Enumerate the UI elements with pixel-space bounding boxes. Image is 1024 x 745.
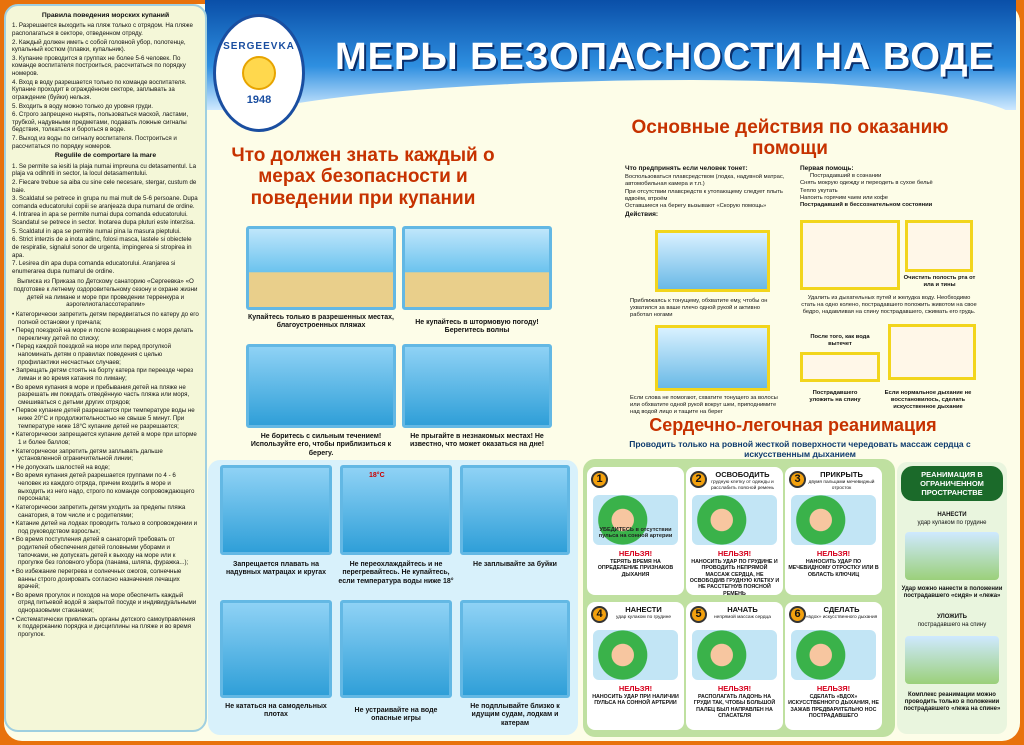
rule-ru-item: 6. Строго запрещено нырять, пользоваться маской, ластами, трубкой, надувными предметами, подавать ложные сигналы бедствия, толкаться и бороться в воде.: [12, 111, 189, 134]
caption-diving: Не прыгайте в незнакомых местах! Не известно, что может оказаться на дне!: [409, 433, 545, 449]
step-illustration: [791, 495, 876, 545]
step-warning-text: НАНОСИТЬ УДАР ПО МЕЧЕВИДНОМУ ОТРОСТКУ ИЛИ В ОБЛАСТЬ КЛЮЧИЦ: [788, 559, 879, 578]
cpr-step: [587, 602, 684, 730]
confined-lay-text: пострадавшего на спину: [917, 622, 987, 628]
step-illustration: [593, 630, 678, 680]
step-number: 5: [690, 606, 707, 623]
logo-name: SERGEEVKA: [223, 40, 295, 52]
confined-space-panel: [897, 462, 1007, 734]
cpr-step: [686, 467, 783, 595]
first-aid-heading: Первая помощь:: [800, 165, 854, 172]
drowning-item: Воспользоваться плавсредством (лодка, надувной матрас, автомобильная камера и т.п.): [625, 174, 785, 188]
rule-ro-item: 2. Fiecare trebue sa aiba cu sine cele necesare, stergar, custum de baie.: [12, 178, 197, 194]
first-aid-item: Снять мокрую одежду и переодеть в сухое бельё: [800, 180, 933, 187]
buoy-illustration: [460, 465, 570, 555]
rule-ru-item: 5. Входить в воду можно только до уровня груди.: [12, 102, 153, 110]
caption-temperature: Не переохлаждайтесь и не перегревайтесь. Не купайтесь, если температура воды ниже 18°: [338, 561, 454, 585]
cpr-step: [587, 467, 684, 595]
step-label: ПРИКРЫТЬ: [820, 470, 863, 479]
rule-ru-item: 2. Каждый должен иметь с собой головной убор, полотенце, купальный костюм (плавки, купальник).: [12, 38, 186, 54]
step-warning: НЕЛЬЗЯ!: [618, 684, 653, 693]
confined-heading: РЕАНИМАЦИЯ В ОГРАНИЧЕННОМ ПРОСТРАНСТВЕ: [901, 466, 1003, 501]
temperature-sign: 18°C: [369, 472, 385, 479]
step-number: 2: [690, 471, 707, 488]
order-item: • Во время купания в море и пребывания детей на пляже не разрешать им покидать отведённую часть пляжа или моря, смешиваться с детьми других отрядов;: [12, 384, 199, 407]
confined-strike-illustration: [905, 532, 999, 580]
lay-back-illustration: [800, 352, 880, 382]
order-item: • Категорически запретить детям уходить за пределы пляжа санатория, в том числе и с родителями;: [12, 504, 199, 519]
after-water-label: После того, как вода вытечет: [810, 334, 870, 348]
order-item: • Во время поступления детей в санаторий требовать от родителей обеспечения детей головными уборами и тапочками, не допускать детей к выходу на море или к прогулке без головного убора (панама, шляпа, фуражка...);: [12, 536, 199, 567]
order-extract: Выписка из Приказа по Детскому санаторию «Сергеевка» «О подготовке к летнему оздоровительному сезону и охране жизни детей на лимане и море при проведении терренкура и аэрогелиоталассотерапии»: [13, 278, 198, 309]
drowning-actions: [625, 165, 795, 225]
rules-ro-list: [12, 163, 199, 276]
step-warning: НЕЛЬЗЯ!: [717, 549, 752, 558]
order-item: • Во время прогулок и походов на море обеспечить каждый отряд питьевой водой в закрытой посуде и индивидуальными одноразовыми стаканами;: [12, 592, 199, 615]
order-items-list: [12, 311, 199, 639]
order-item: • Не допускать шалостей на воде;: [12, 464, 199, 472]
step-label: НАНЕСТИ: [625, 605, 662, 614]
step-illustration: [791, 630, 876, 680]
rule-ro-item: 7. Lesirea din apa dupa comanda educatorului. Aranjarea si enumerarea dupa numarul de ordine.: [12, 260, 176, 275]
rule-ro-item: 6. Strict interzis de a inota adinc, folosi masca, lastele si obiectele de respiratie, signalul sonor de urgenta, impingerea si stropirea in apa.: [12, 236, 192, 259]
rule-ro-item: 5. Scaldatul in apa se permite numai pina la masura pieptului.: [12, 227, 181, 235]
caption-buoy: Не заплывайте за буйки: [473, 561, 557, 568]
rule-ru-item: 3. Купание проводится в группах не более 5-6 человек. По команде воспитателя построиться, рассчитаться по порядку номеров.: [12, 54, 186, 78]
caption-current: Не боритесь с сильным течением! Используйте его, чтобы приблизиться к берегу.: [250, 433, 392, 457]
drowning-heading: Что предпринять если человек тонет:: [625, 165, 748, 172]
confined-position-text: Удар можно нанести в положении пострадавшего «сидя» и «лежа»: [901, 586, 1003, 600]
step-detail: непрямой массаж сердца: [714, 615, 771, 620]
step-warning-text: РАСПОЛАГАТЬ ЛАДОНЬ НА ГРУДИ ТАК, ЧТОБЫ БОЛЬШОЙ ПАЛЕЦ БЫЛ НАПРАВЛЕН НА СПАСАТЕЛЯ: [693, 694, 776, 720]
step-number: 1: [591, 471, 608, 488]
step-warning: НЕЛЬЗЯ!: [816, 549, 851, 558]
drowning-item: Оставшиеся на берегу вызывают «Скорую помощь»: [625, 203, 767, 210]
lay-back-text: Пострадавшего уложить на спину: [809, 390, 861, 404]
order-item: • Перед каждой поездкой на море или перед прогулкой напоминать детям о правилах поведения с целью профилактики несчастных случаев;: [12, 343, 199, 366]
right-section-title: Основные действия по оказанию помощи: [631, 117, 949, 159]
order-item: • Перед поездкой на море и после возвращения с моря делать перекличку детей по списку;: [12, 327, 199, 342]
step-detail: удар кулаком по грудине: [615, 615, 672, 620]
order-item: • Первое купание детей разрешается при температуре воды не ниже 20°С и продолжительностью не свыше 5 минут. При температуре ниже 18°С купание детей не разрешается;: [12, 407, 199, 430]
tow-illustration: [655, 325, 770, 391]
rule-ru-item: 1. Разрешается выходить на пляж только с отрядом. На пляже располагаться в секторе, отведенном отряду.: [12, 22, 193, 37]
cpr-step: [686, 602, 783, 730]
raft-illustration: [220, 600, 332, 698]
boats-illustration: [460, 600, 570, 698]
step-detail: «вдох» искусственного дыхания: [805, 615, 878, 620]
water-removal-text: Удалить из дыхательных путей и желудка воду. Необходимо стать на одно колено, пострадавшего положить животом на свое бедро, надавливая на спину пострадавшего, сжимать его грудь.: [801, 295, 977, 316]
cpr-step: [785, 602, 882, 730]
first-aid: [800, 165, 980, 220]
games-illustration: [340, 600, 452, 698]
caption-mattress: Запрещается плавать на надувных матрацах и кругах: [225, 561, 327, 577]
sun-icon: [242, 56, 276, 90]
rules-ru-heading: Правила поведения морских купаний: [41, 12, 170, 19]
step-warning: НЕЛЬЗЯ!: [816, 684, 851, 693]
thermometer-illustration: [340, 465, 452, 555]
order-item: • Систематически привлекать органы детского самоуправления к поддержанию порядка и дисциплины на пляже и во время прогулок.: [12, 616, 199, 639]
step-illustration: [692, 495, 777, 545]
drowning-item: При отсутствии плавсредств к утопающему следует плыть вдвоём, втроём: [625, 188, 783, 202]
step-check-text: УБЕДИТЕСЬ в отсутствии пульса на сонной артерии: [598, 527, 673, 540]
left-section-title: Что должен знать каждый о мерах безопасности и поведении при купании: [231, 145, 495, 209]
step-illustration: [692, 630, 777, 680]
first-aid-items: [800, 180, 980, 202]
order-item: • Катание детей на лодках проводить только в сопровождении и под руководством взрослых;: [12, 520, 199, 535]
step-label: СДЕЛАТЬ: [823, 605, 860, 614]
sanatorium-logo: [213, 14, 305, 132]
current-illustration: [246, 344, 396, 428]
cpr-step: [785, 467, 882, 595]
approach-text: Приближаясь к тонущему, обхватите ему, чтобы он ухватился за ваше плечо одной рукой и активно работал ногами: [630, 298, 768, 319]
rules-ru-list: [12, 22, 199, 150]
rule-ro-item: 1. Se permite sa iesiti la plaja numai impreuna cu detasamentul. La plaja va odihniti in sector, la locul detasamentului.: [12, 162, 197, 178]
caption-games: Не устраивайте на воде опасные игры: [354, 707, 438, 723]
mattress-illustration: [220, 465, 332, 555]
cpr-subtitle: Проводить только на ровной жесткой поверхности чередовать массаж сердца с искусственным дыханием: [629, 439, 971, 460]
step-number: 3: [789, 471, 806, 488]
order-item: • Категорически запретить детям передвигаться по катеру до его полной остановки у причала;: [12, 311, 199, 326]
tow-text: Если слова не помогают, схватите тонущего за волосы или обхватите одной рукой вокруг шеи, приподнимите над водой лицо и тащите на берег: [630, 395, 778, 416]
rule-ro-item: 3. Scaldatul se petrece in grupa nu mai mult de 5-6 persoane. Dupa comanda educatorului copiii se aranjeaza dupa numarul de ordine.: [12, 195, 198, 210]
step-warning-text: СДЕЛАТЬ «ВДОХ» ИСКУССТВЕННОГО ДЫХАНИЯ, НЕ ЗАЖАВ ПРЕДВАРИТЕЛЬНО НОС ПОСТРАДАВШЕГО: [788, 694, 879, 720]
mouth-clean-text: Очистить полость рта от ила и тины: [903, 275, 976, 289]
step-warning-text: ТЕРЯТЬ ВРЕМЯ НА ОПРЕДЕЛЕНИЕ ПРИЗНАКОВ ДЫХАНИЯ: [597, 559, 674, 578]
step-warning-text: НАНОСИТЬ УДАР ПРИ НАЛИЧИИ ПУЛЬСА НА СОННОЙ АРТЕРИИ: [592, 694, 679, 707]
conscious-label: Пострадавший в сознании: [810, 173, 882, 180]
order-item: • Во избежание перегрева и солнечных ожогов, солнечные ванны строго дозировать согласно назначения лечащих врачей;: [12, 568, 199, 591]
first-aid-item: Тепло укутать: [800, 187, 838, 194]
rule-ru-item: 7. Выход из воды по сигналу воспитателя. Построиться и рассчитаться по порядку номеров.: [12, 135, 177, 150]
order-item: • Во время купания детей разрешается группами по 4 - 6 человек из каждого отряда, причем входить в море и выходить из него надо, строго по команде сопровождающего персонала;: [12, 472, 199, 503]
step-label: ОСВОБОДИТЬ: [715, 470, 770, 479]
first-aid-item: Напоить горячим чаем или кофе: [800, 194, 889, 201]
artificial-breath-illustration: [888, 324, 976, 380]
caption-raft: Не кататься на самодельных плотах: [225, 703, 327, 719]
step-warning: НЕЛЬЗЯ!: [618, 549, 653, 558]
drowning-items: [625, 174, 795, 210]
mouth-clean-illustration: [905, 220, 973, 272]
confined-lay-label: УЛОЖИТЬ: [936, 614, 967, 620]
confined-lay-illustration: [905, 636, 999, 684]
approach-illustration: [655, 230, 770, 292]
unconscious-label: Пострадавший в бессознательном состоянии: [800, 202, 933, 209]
diving-illustration: [402, 344, 552, 428]
step-number: 4: [591, 606, 608, 623]
step-number: 6: [789, 606, 806, 623]
step-detail: двумя пальцами мечевидный отросток: [808, 480, 875, 491]
beach-illustration: [246, 226, 396, 310]
caption-allowed-places: Купайтесь только в разрешенных местах, благоустроенных пляжах: [248, 314, 394, 330]
caption-storm: Не купайтесь в штормовую погоду! Берегитесь волны: [415, 319, 539, 335]
step-warning-text: НАНОСИТЬ УДАР ПО ГРУДИНЕ И ПРОВОДИТЬ НЕПРЯМОЙ МАССАЖ СЕРДЦА, НЕ ОСВОБОДИВ ГРУДНУЮ КЛЕТКУ И НЕ РАССТЕГНУВ ПОЯСНОЙ РЕМЕНЬ: [689, 559, 780, 597]
order-item: • Запрещать детям стоять на борту катера при переезде через лиман и во время катания по лиману;: [12, 367, 199, 382]
caption-boats: Не подплывайте близко к идущим судам, лодкам и катерам: [470, 703, 560, 727]
rule-ro-item: 4. Intrarea in apa se permite numai dupa comanda educatorului. Scandatul se petrece in sector. Inotarea dupa pluturi este interzisa.: [12, 211, 195, 227]
step-label: НАЧАТЬ: [727, 605, 758, 614]
confined-complex-text: Комплекс реанимации можно проводить только в положении пострадавшего «лежа на спине»: [903, 692, 1001, 713]
confined-strike-label: НАНЕСТИ: [937, 512, 967, 518]
step-detail: грудную клетку от одежды и расслабить поясной ремень: [710, 480, 775, 491]
order-item: • Категорически запрещается купание детей в море при шторме 1 и более баллов;: [12, 431, 199, 446]
order-item: • Категорически запретить детям заплывать дальше установленной ограничительной линии;: [12, 448, 199, 463]
rules-ro-heading: Regulile de comportare la mare: [54, 152, 157, 160]
water-removal-illustration: [800, 220, 900, 290]
storm-illustration: [402, 226, 552, 310]
rules-column: [4, 4, 207, 732]
confined-strike-text: удар кулаком по грудине: [917, 520, 987, 526]
cpr-title: Сердечно-легочная реанимация: [649, 415, 937, 435]
logo-year: 1948: [246, 93, 272, 106]
no-breath-text: Если нормальное дыхание не восстановилось, сделать искусственное дыхание: [884, 390, 972, 411]
step-warning: НЕЛЬЗЯ!: [717, 684, 752, 693]
rule-ru-item: 4. Вход в воду разрешается только по команде воспитателя. Купание проходит в ограждённом секторе, заплывать за ограждение (буйки) нельзя.: [12, 78, 187, 101]
actions-heading: Действия:: [625, 211, 659, 219]
page-title: МЕРЫ БЕЗОПАСНОСТИ НА ВОДЕ: [335, 36, 995, 78]
